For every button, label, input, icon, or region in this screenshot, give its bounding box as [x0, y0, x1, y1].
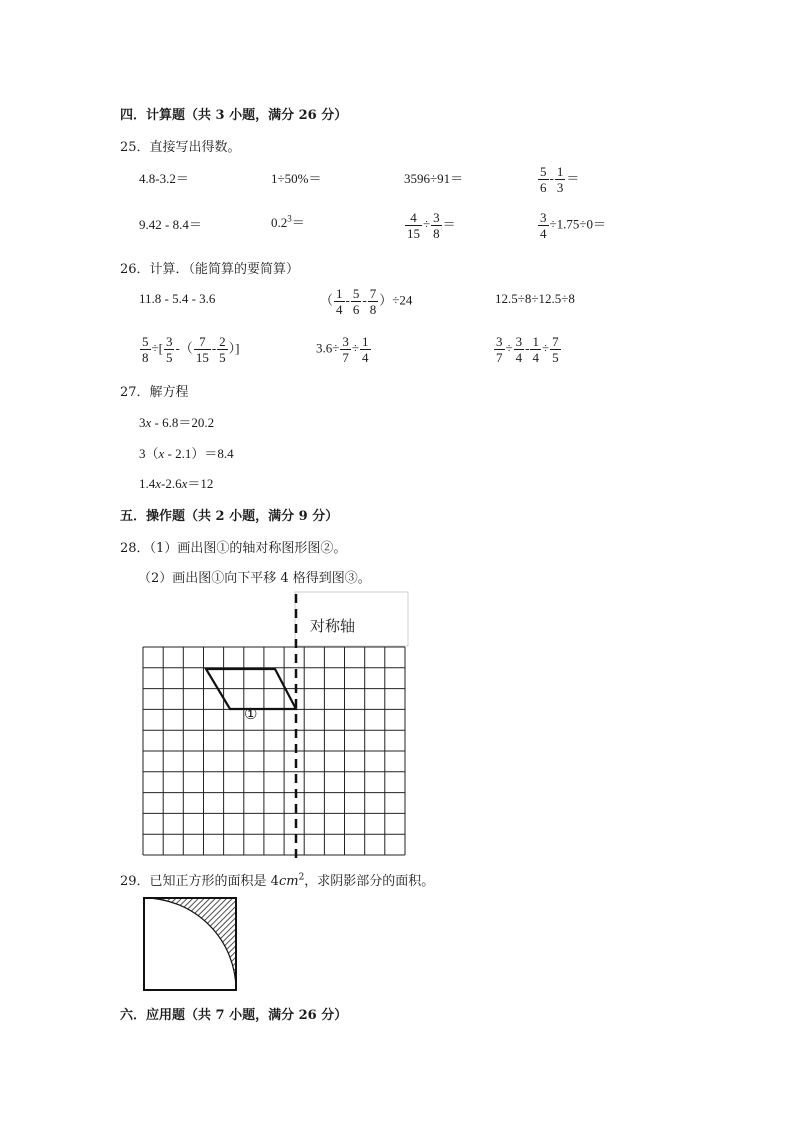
- q26-expr-4: $\frac{5}{8}$ ÷[ $\frac{3}{5}$ -（ $\frac{7}{15}$ - $\frac{2}{5}$ ）]: [142, 334, 240, 365]
- grid-figure: [140, 590, 412, 860]
- fraction: $\frac{3}{7}$: [496, 334, 503, 365]
- q26-expr-1: 11.8 - 5.4 - 3.6: [139, 291, 216, 306]
- fraction: $\frac{1}{4}$: [362, 334, 369, 365]
- symmetry-axis-label: 对称轴: [310, 617, 356, 635]
- q25-expr-8: $\frac{3}{4}$ ÷1.75÷0＝: [540, 210, 607, 241]
- section-5-title: 五．操作题（共 2 小题，满分 9 分）: [120, 509, 339, 524]
- fraction: $\frac{7}{5}$: [552, 334, 559, 365]
- square-shaded-figure: [140, 894, 242, 996]
- q25-expr-5: 9.42 - 8.4＝: [139, 217, 202, 232]
- shaded-region: [144, 898, 236, 990]
- fraction: $\frac{1}{4}$: [336, 286, 343, 317]
- q26-expr-5: 3.6÷ $\frac{3}{7}$ ÷ $\frac{1}{4}$: [316, 334, 369, 365]
- q29-prompt: 29．已知正方形的面积是 $4cm^2$，求阴影部分的面积。: [120, 872, 435, 889]
- q25-expr-3: 3596÷91＝: [404, 171, 464, 186]
- fraction: $\frac{3}{8}$: [433, 210, 440, 241]
- fraction: $\frac{5}{8}$: [142, 334, 149, 365]
- q28-part-1: 28．（1）画出图①的轴对称图形图②。: [120, 541, 347, 556]
- q27-prompt: 27．解方程: [120, 385, 189, 400]
- q27-equation-3: 1.4x-2.6x＝12: [139, 476, 214, 491]
- q25-expr-2: 1÷50%＝: [271, 171, 322, 186]
- q25-expr-6: $0.2^3=$: [271, 213, 305, 230]
- fraction: $\frac{4}{15}$: [407, 210, 420, 241]
- fraction: $\frac{5}{6}$: [540, 164, 547, 195]
- q26-expr-2: （ $\frac{1}{4}$ - $\frac{5}{6}$ - $\frac{7}{8}$ ）÷24: [320, 286, 413, 317]
- section-6-title: 六．应用题（共 7 小题，满分 26 分）: [120, 1008, 348, 1023]
- q25-expr-1: 4.8-3.2＝: [139, 171, 189, 186]
- q25-prompt: 25．直接写出得数。: [120, 140, 241, 155]
- fraction: $\frac{5}{6}$: [352, 286, 360, 317]
- fraction: $\frac{1}{3}$: [556, 164, 564, 195]
- square-grid: [143, 647, 405, 855]
- fraction: $\frac{3}{5}$: [165, 334, 173, 365]
- fraction: $\frac{3}{4}$: [540, 210, 547, 241]
- fraction: $\frac{3}{4}$: [515, 334, 523, 365]
- q25-expr-4: $\frac{5}{6}$ - $\frac{1}{3}$ ＝: [540, 164, 580, 195]
- section-4-title: 四．计算题（共 3 小题，满分 26 分）: [120, 108, 348, 123]
- fraction: $\frac{7}{15}$: [195, 334, 209, 365]
- fraction: $\frac{3}{7}$: [342, 334, 349, 365]
- fraction: $\frac{1}{4}$: [532, 334, 539, 365]
- q25-expr-7: $\frac{4}{15}$ ÷ $\frac{3}{8}$ ＝: [407, 210, 456, 241]
- q27-equation-1: 3x - 6.8＝20.2: [139, 415, 215, 430]
- figure-1-label: ①: [244, 705, 258, 723]
- q28-part-2: （2）画出图①向下平移 4 格得到图③。: [138, 571, 371, 586]
- q26-expr-3: 12.5÷8÷12.5÷8: [495, 291, 575, 306]
- fraction: $\frac{7}{8}$: [369, 286, 377, 317]
- q26-expr-6: $\frac{3}{7}$ ÷ $\frac{3}{4}$ - $\frac{1}{4}$ ÷ $\frac{7}{5}$: [496, 334, 559, 365]
- fraction: $\frac{2}{5}$: [219, 334, 226, 365]
- q26-prompt: 26．计算．（能简算的要简算）: [120, 262, 300, 277]
- q27-equation-2: 3（x - 2.1）＝8.4: [139, 446, 234, 461]
